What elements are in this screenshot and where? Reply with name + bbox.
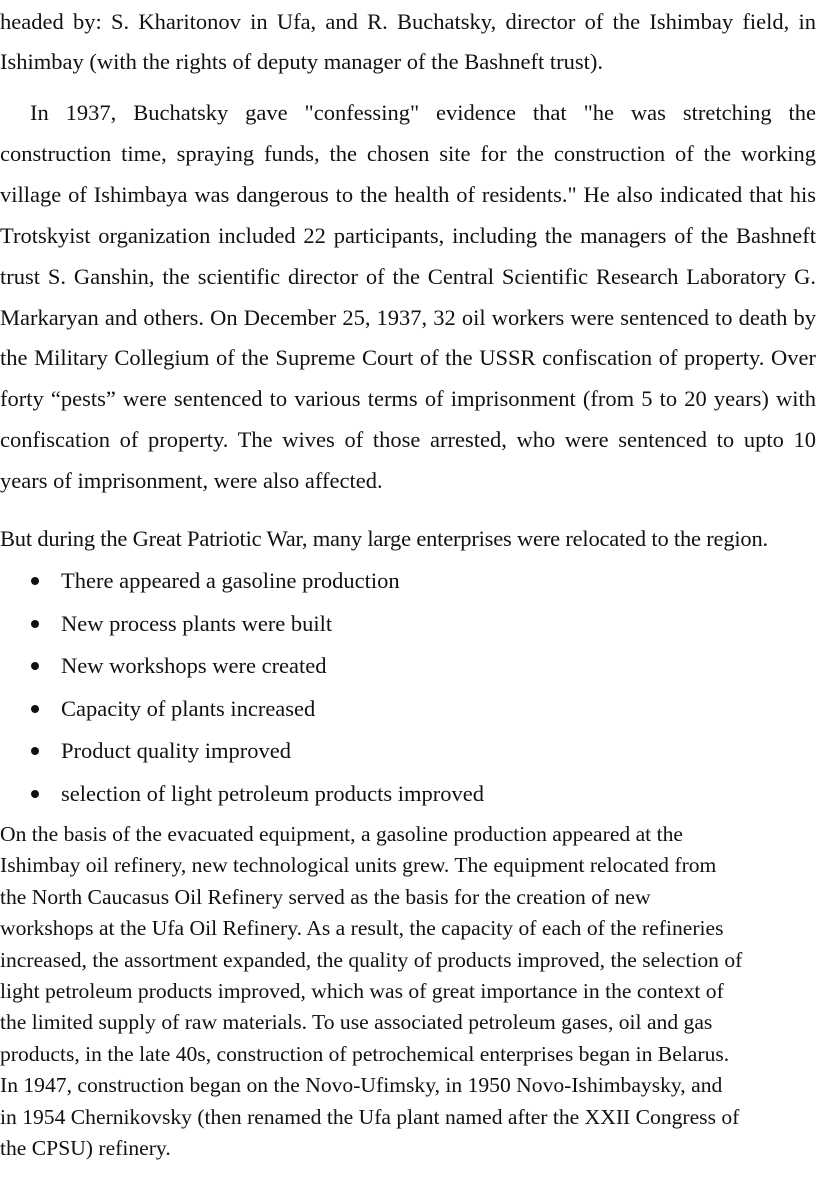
list-item [0,776,816,819]
paragraph-line: in 1954 Chernikovsky (then renamed the Ufa plant named after the XXII Congress of [0,1104,740,1129]
paragraph-buchatsky-evidence: In 1937, Buchatsky gave "confessing" evidence that "he was stretching the construction time, spraying funds, the chosen site for the construction of the working village of Ishimbaya was dangerous to the health of residents." He also indicated that his Trotskyist organization included 22 participants, including the managers of the Bashneft trust S. Ganshin, the scientific director of the Central Scientific Research Laboratory G. Markaryan and others. On December 25, 1937, 32 oil workers were sentenced to death by the Military Collegium of the Supreme Court of the USSR confiscation of property. Over forty “pests” were sentenced to various terms of imprisonment (from 5 to 20 years) with confiscation of property. The wives of those arrested, who were sentenced to upto 10 years of imprisonment, were also affected. [0,100,816,494]
list-item [0,606,816,649]
list-item-text: There appeared a gasoline production [61,568,400,593]
list-item-text: Capacity of plants increased [61,695,316,721]
bullet-icon [31,662,39,670]
paragraph-line: Ishimbay oil refinery, new technological units grew. The equipment relocated from [0,853,717,878]
paragraph-great-patriotic-war: But during the Great Patriotic War, many large enterprises were relocated to the region. [0,526,768,551]
bullet-icon [31,577,39,585]
paragraph-headed-by: headed by: S. Kharitonov in Ufa, and R. Buchatsky, director of the Ishimbay field, in Ishimbay (with the rights of deputy manager of the Bashneft trust). [0,9,816,74]
list-item [0,691,816,734]
paragraph-line: increased, the assortment expanded, the quality of products improved, the selection of [0,947,743,972]
paragraph-line: products, in the late 40s, construction of petrochemical enterprises began in Belarus. [0,1041,730,1066]
list-item [0,563,816,606]
paragraph-line: the limited supply of raw materials. To use associated petroleum gases, oil and gas [0,1010,713,1035]
paragraph-line: In 1947, construction began on the Novo-Ufimsky, in 1950 Novo-Ishimbaysky, and [0,1073,723,1098]
bullet-icon [31,705,39,713]
bullet-icon [31,747,39,755]
list-item-text: Product quality improved [61,738,291,764]
bullet-icon [31,790,39,798]
list-item-text: New workshops were created [61,653,327,679]
paragraph-line: the CPSU) refinery. [0,1136,171,1161]
paragraph-line: light petroleum products improved, which was of great importance in the context of [0,979,724,1004]
paragraph-line: workshops at the Ufa Oil Refinery. As a result, the capacity of each of the refineries [0,916,724,941]
bullet-icon [31,620,39,628]
bullet-list [0,563,816,819]
list-item [0,648,816,691]
list-item [0,733,816,776]
paragraph-line: the North Caucasus Oil Refinery served as the basis for the creation of new [0,884,651,909]
paragraph-evacuated-equipment [0,819,816,1164]
paragraph-line: On the basis of the evacuated equipment, a gasoline production appeared at the [0,822,683,846]
list-item-text: selection of light petroleum products improved [61,780,485,806]
list-item-text: New process plants were built [61,610,333,636]
